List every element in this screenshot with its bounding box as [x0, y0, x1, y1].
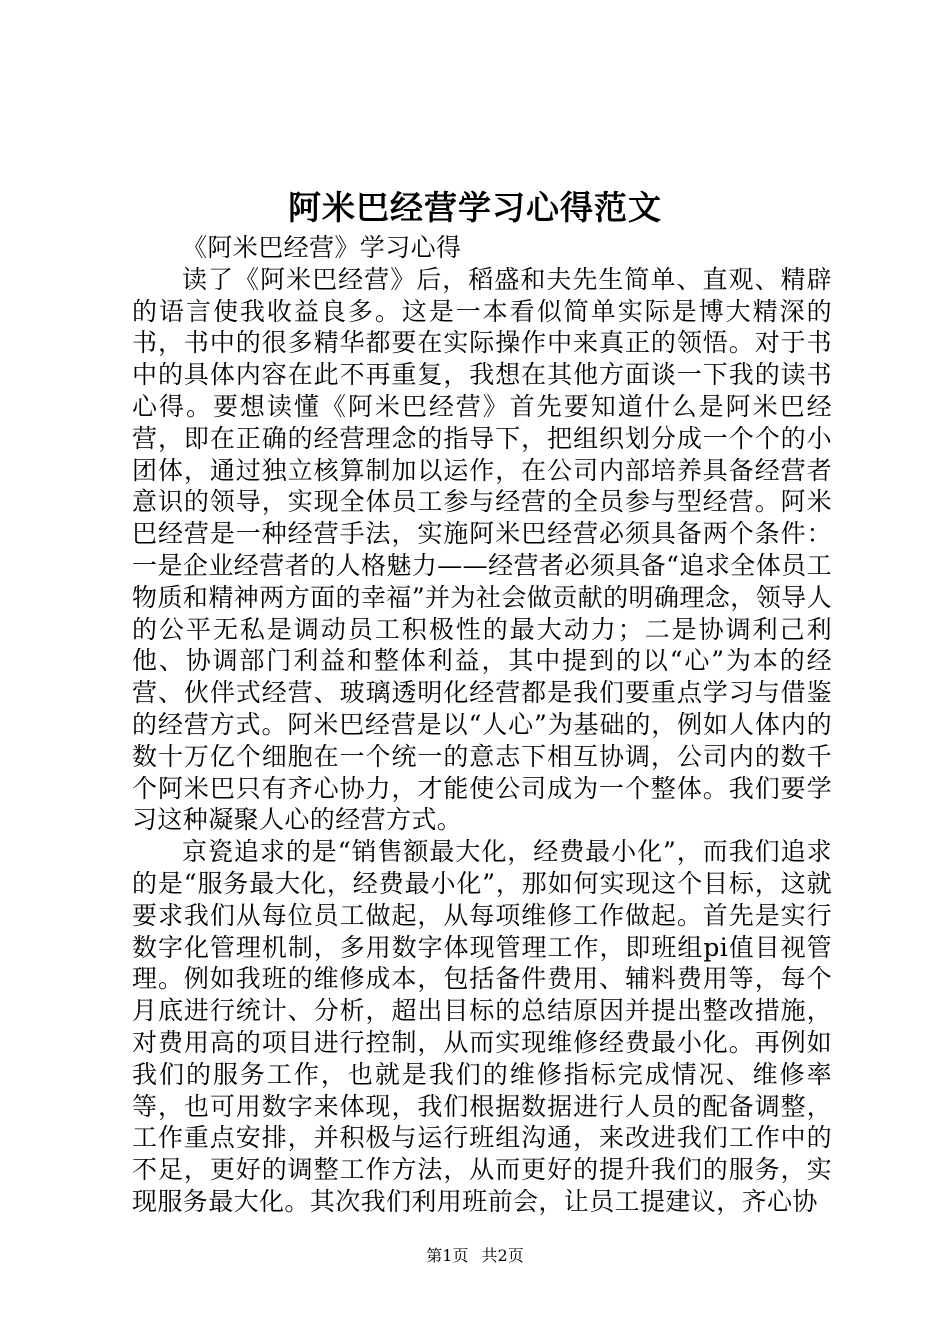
- page-footer: [0, 1244, 950, 1268]
- body-paragraph-2: 京瓷追求的是“销售额最大化，经费最小化”，而我们追求的是“服务最大化，经费最小化”，那如何实现这个目标，这就要求我们从每位员工做起，从每项维修工作做起。首先是实行数字化管理机制，多用数字体现管理工作，即班组pi值目视管理。例如我班的维修成本，包括备件费用、辅料费用等，每个月底进行统计、分析，超出目标的总结原因并提出整改措施，对费用高的项目进行控制，从而实现维修经费最小化。再例如我们的服务工作，也就是我们的维修指标完成情况、维修率等，也可用数字来体现，我们根据数据进行人员的配备调整，工作重点安排，并积极与运行班组沟通，来改进我们工作中的不足，更好的调整工作方法，从而更好的提升我们的服务，实现服务最大化。其次我们利用班前会，让员工提建议，齐心协: [132, 837, 832, 1216]
- document-body: [132, 232, 832, 1218]
- page-number: 第1页: [426, 1246, 469, 1265]
- document-title: 阿米巴经营学习心得范文: [288, 188, 662, 227]
- body-paragraph-1: 读了《阿米巴经营》后，稻盛和夫先生简单、直观、精辟的语言使我收益良多。这是一本看似简单实际是博大精深的书，书中的很多精华都要在实际操作中来真正的领悟。对于书中的具体内容在此不再重复，我想在其他方面谈一下我的读书心得。要想读懂《阿米巴经营》首先要知道什么是阿米巴经营，即在正确的经营理念的指导下，把组织划分成一个个的小团体，通过独立核算制加以运作，在公司内部培养具备经营者意识的领导，实现全体员工参与经营的全员参与型经营。阿米巴经营是一种经营手法，实施阿米巴经营必须具备两个条件：一是企业经营者的人格魅力——经营者必须具备“追求全体员工物质和精神两方面的幸福”并为社会做贡献的明确理念，领导人的公平无私是调动员工积极性的最大动力；二是协调利己利他、协调部门利益和整体利益，其中提到的以“心”为本的经营、伙伴式经营、玻璃透明化经营都是我们要重点学习与借鉴的经营方式。阿米巴经营是以“人心”为基础的，例如人体内的数十万亿个细胞在一个统一的意志下相互协调，公司内的数千个阿米巴只有齐心协力，才能使公司成为一个整体。我们要学习这种凝聚人心的经营方式。: [132, 264, 832, 835]
- page-total: 共2页: [481, 1246, 524, 1265]
- subtitle-paragraph: 《阿米巴经营》学习心得: [182, 233, 462, 262]
